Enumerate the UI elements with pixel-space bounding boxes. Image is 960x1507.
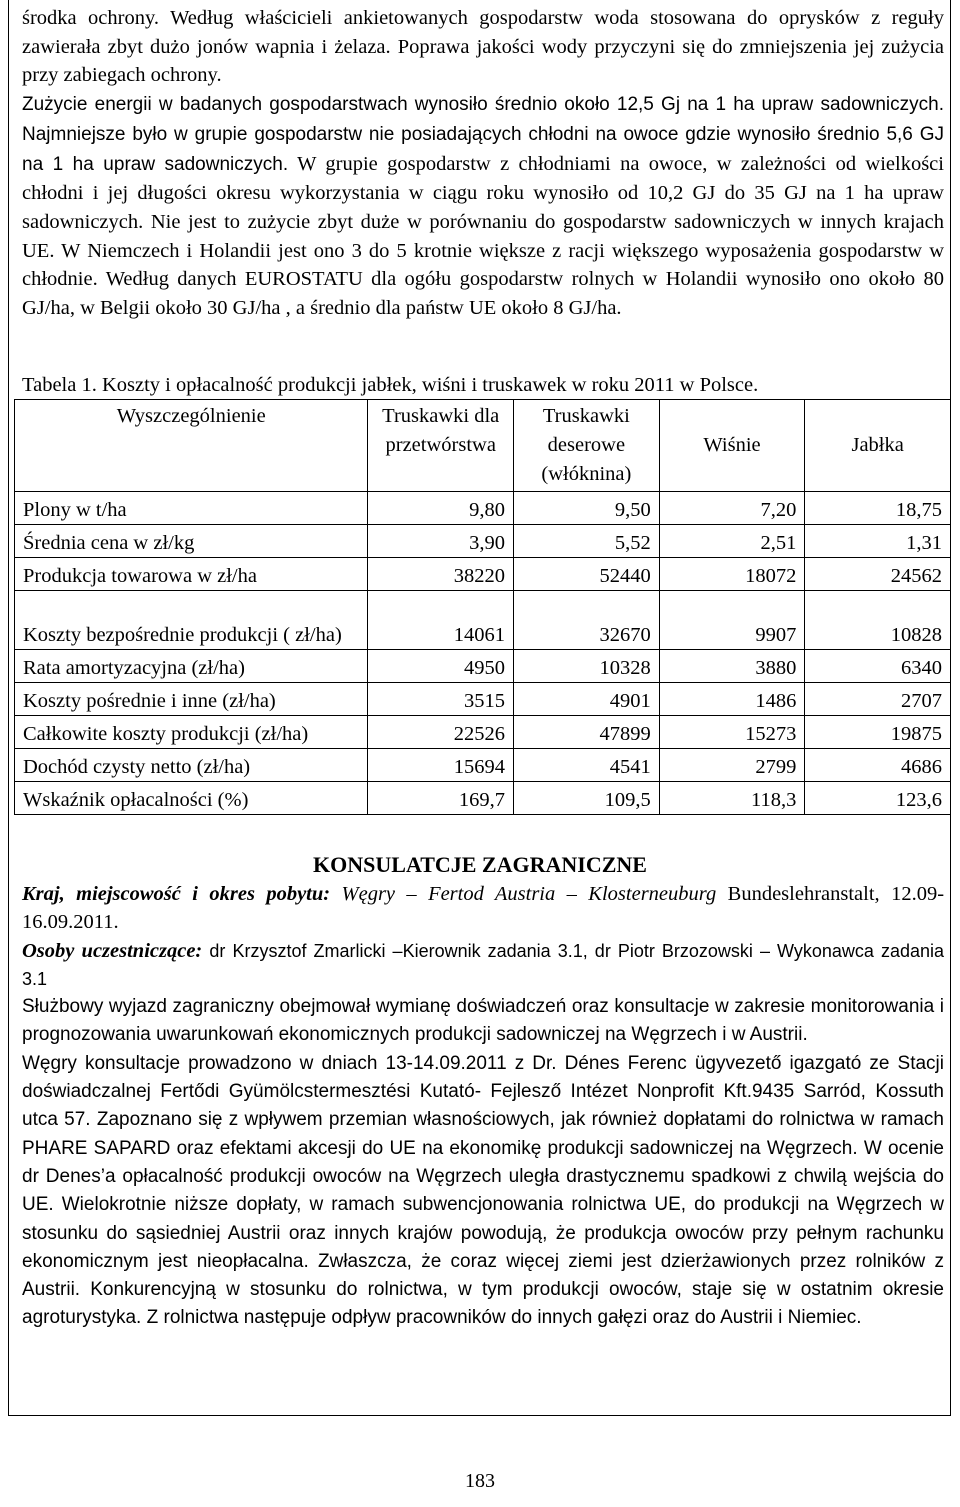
header-cell: Wiśnie: [659, 400, 805, 492]
table-cell: 32670: [514, 591, 660, 650]
table-cell: 1,31: [805, 525, 951, 558]
row-label: Produkcja towarowa w zł/ha: [15, 558, 368, 591]
row-label: Dochód czysty netto (zł/ha): [15, 749, 368, 782]
place-rest: Bundeslehranstalt, 12.09-16.09.2011.: [22, 883, 945, 934]
table-cell: 1486: [659, 683, 805, 716]
energy-paragraph: [22, 90, 944, 323]
table-cell: 14061: [368, 591, 514, 650]
table-cell: 10828: [805, 591, 951, 650]
table-cell: 2707: [805, 683, 951, 716]
section-heading: KONSULATCJE ZAGRANICZNE: [313, 852, 647, 877]
table-cell: 4686: [805, 749, 951, 782]
table-cell: 38220: [368, 558, 514, 591]
table-row: [15, 492, 951, 525]
table-cell: 9,50: [514, 492, 660, 525]
place-value: Węgry – Fertod Austria – Klosterneuburg: [341, 883, 717, 905]
table-cell: 9907: [659, 591, 805, 650]
consultation-paragraph: Służbowy wyjazd zagraniczny obejmował wymianę doświadczeń oraz konsultacje w zakresie monitorowania i prognozowania uwarunkowań ekonomicznych produkcji sadowniczej na Węgrzech i w Austrii.: [22, 996, 944, 1046]
table-cell: 118,3: [659, 782, 805, 815]
place-line: [22, 880, 944, 937]
table-cell: 7,20: [659, 492, 805, 525]
table-cell: 18072: [659, 558, 805, 591]
row-label: Wskaźnik opłacalności (%): [15, 782, 368, 815]
table-row: [15, 650, 951, 683]
consultation-text: [22, 880, 944, 1333]
row-label: Koszty pośrednie i inne (zł/ha): [15, 683, 368, 716]
energy-text-a: Zużycie energii w badanych gospodarstwach wynosiło średnio około 12,5 Gj na 1 ha upraw sadowniczych. Najmniejsze było w grupie gospodarstw nie posiadających chłodni na owoce gdzie wynosiło średnio 5,6 GJ na 1 ha upraw sadowniczych.: [22, 94, 944, 175]
table-row: [15, 591, 951, 650]
table-cell: 4950: [368, 650, 514, 683]
table-row: [15, 525, 951, 558]
table-row: [15, 782, 951, 815]
cost-table: [14, 399, 951, 815]
participants-line: [22, 937, 944, 994]
row-label: Plony w t/ha: [15, 492, 368, 525]
table-caption: Tabela 1. Koszty i opłacalność produkcji jabłek, wiśni i truskawek w roku 2011 w Polsce.: [22, 374, 759, 396]
row-label: Rata amortyzacyjna (zł/ha): [15, 650, 368, 683]
row-label: Średnia cena w zł/kg: [15, 525, 368, 558]
table-cell: 2,51: [659, 525, 805, 558]
table-cell: 6340: [805, 650, 951, 683]
table-cell: 3515: [368, 683, 514, 716]
table-cell: 9,80: [368, 492, 514, 525]
hungary-paragraph: Węgry konsultacje prowadzono w dniach 13-14.09.2011 z Dr. Dénes Ferenc ügyvezető igazgató ze Stacji doświadczalnej Fertődi Gyümölcstermesztési Kutató- Fejlesző Intézet Nonprofit Kft.9435 Sarród, Kossuth utca 57. Zapoznano się z wpływem przemian własnościowych, jak również dopłatami do rolnictwa w ramach PHARE SAPARD oraz efektami akcesji do UE na ekonomikę produkcji sadowniczej na Węgrzech. W ocenie dr Denes’a opłacalność produkcji owoców na Węgrzech uległa drastycznemu spadkowi z chwilą wejścia do UE. Wielokrotnie niższe dopłaty, w ramach subwencjonowania rolnictwa UE, do produkcji na Węgrzech w stosunku do sąsiedniej Austrii oraz innych krajów powodują, że produkcja owoców przy pełnym rachunku ekonomicznym jest nieopłacalna. Zwłaszcza, że coraz więcej ziemi jest dzierżawionych przez rolników z Austrii. Konkurencyjną w stosunku do rolnictwa, w tym produkcji owoców, staje się w ostatnim okresie agroturystyka. Z rolnictwa następuje odpływ pracowników do innych gałęzi oraz do Austrii i Niemiec.: [22, 1052, 944, 1329]
table-cell: 18,75: [805, 492, 951, 525]
header-cell: Jabłka: [805, 400, 951, 492]
table-cell: 3,90: [368, 525, 514, 558]
place-label: Kraj, miejscowość i okres pobytu:: [22, 883, 331, 905]
page-number: 183: [465, 1470, 495, 1492]
intro-text: [22, 4, 944, 323]
participants-value: dr Krzysztof Zmarlicki –Kierownik zadania 3.1, dr Piotr Brzozowski – Wykonawca zadania 3.1: [22, 940, 944, 989]
header-cell: Wyszczególnienie: [15, 400, 368, 492]
table-cell: 47899: [514, 716, 660, 749]
energy-text-b: W grupie gospodarstw z chłodniami na owoce, w zależności od wielkości chłodni i jej długości okresu wykorzystania w ciągu roku wynosiło od 10,2 GJ do 35 GJ na 1 ha upraw sadowniczych. Nie jest to zużycie zbyt duże w porównaniu do gospodarstw sadowniczych w innych krajach UE. W Niemczech i Holandii jest ono 3 do 5 krotnie większe z racji większego wyposażenia gospodarstw w chłodnie. Według danych EUROSTATU dla ogółu gospodarstw rolnych w Holandii wynosiło ono około 80 GJ/ha, w Belgii około 30 GJ/ha , a średnio dla państw UE około 8 GJ/ha.: [22, 152, 944, 320]
header-cell: Truskawki deserowe (włóknina): [514, 400, 660, 492]
table-cell: 169,7: [368, 782, 514, 815]
participants-label: Osoby uczestniczące:: [22, 939, 203, 962]
table-cell: 4541: [514, 749, 660, 782]
table-cell: 15694: [368, 749, 514, 782]
table-row: [15, 683, 951, 716]
table-cell: 19875: [805, 716, 951, 749]
table-cell: 10328: [514, 650, 660, 683]
table-cell: 2799: [659, 749, 805, 782]
table-row: [15, 558, 951, 591]
table-cell: 5,52: [514, 525, 660, 558]
header-cell: Truskawki dla przetwórstwa: [368, 400, 514, 492]
table-cell: 24562: [805, 558, 951, 591]
table-cell: 15273: [659, 716, 805, 749]
table-cell: 4901: [514, 683, 660, 716]
table-row: [15, 716, 951, 749]
table-cell: 22526: [368, 716, 514, 749]
intro-paragraph: środka ochrony. Według właścicieli ankietowanych gospodarstw woda stosowana do oprysków z reguły zawierała zbyt dużo jonów wapnia i żelaza. Poprawa jakości wody przyczyni się do zmniejszenia jej zużycia przy zabiegach ochrony.: [22, 7, 944, 87]
row-label: Koszty bezpośrednie produkcji ( zł/ha): [15, 591, 368, 650]
table-cell: 3880: [659, 650, 805, 683]
table-row: [15, 749, 951, 782]
table-cell: 123,6: [805, 782, 951, 815]
table-cell: 52440: [514, 558, 660, 591]
row-label: Całkowite koszty produkcji (zł/ha): [15, 716, 368, 749]
table-cell: 109,5: [514, 782, 660, 815]
table-header-row: [15, 400, 951, 492]
